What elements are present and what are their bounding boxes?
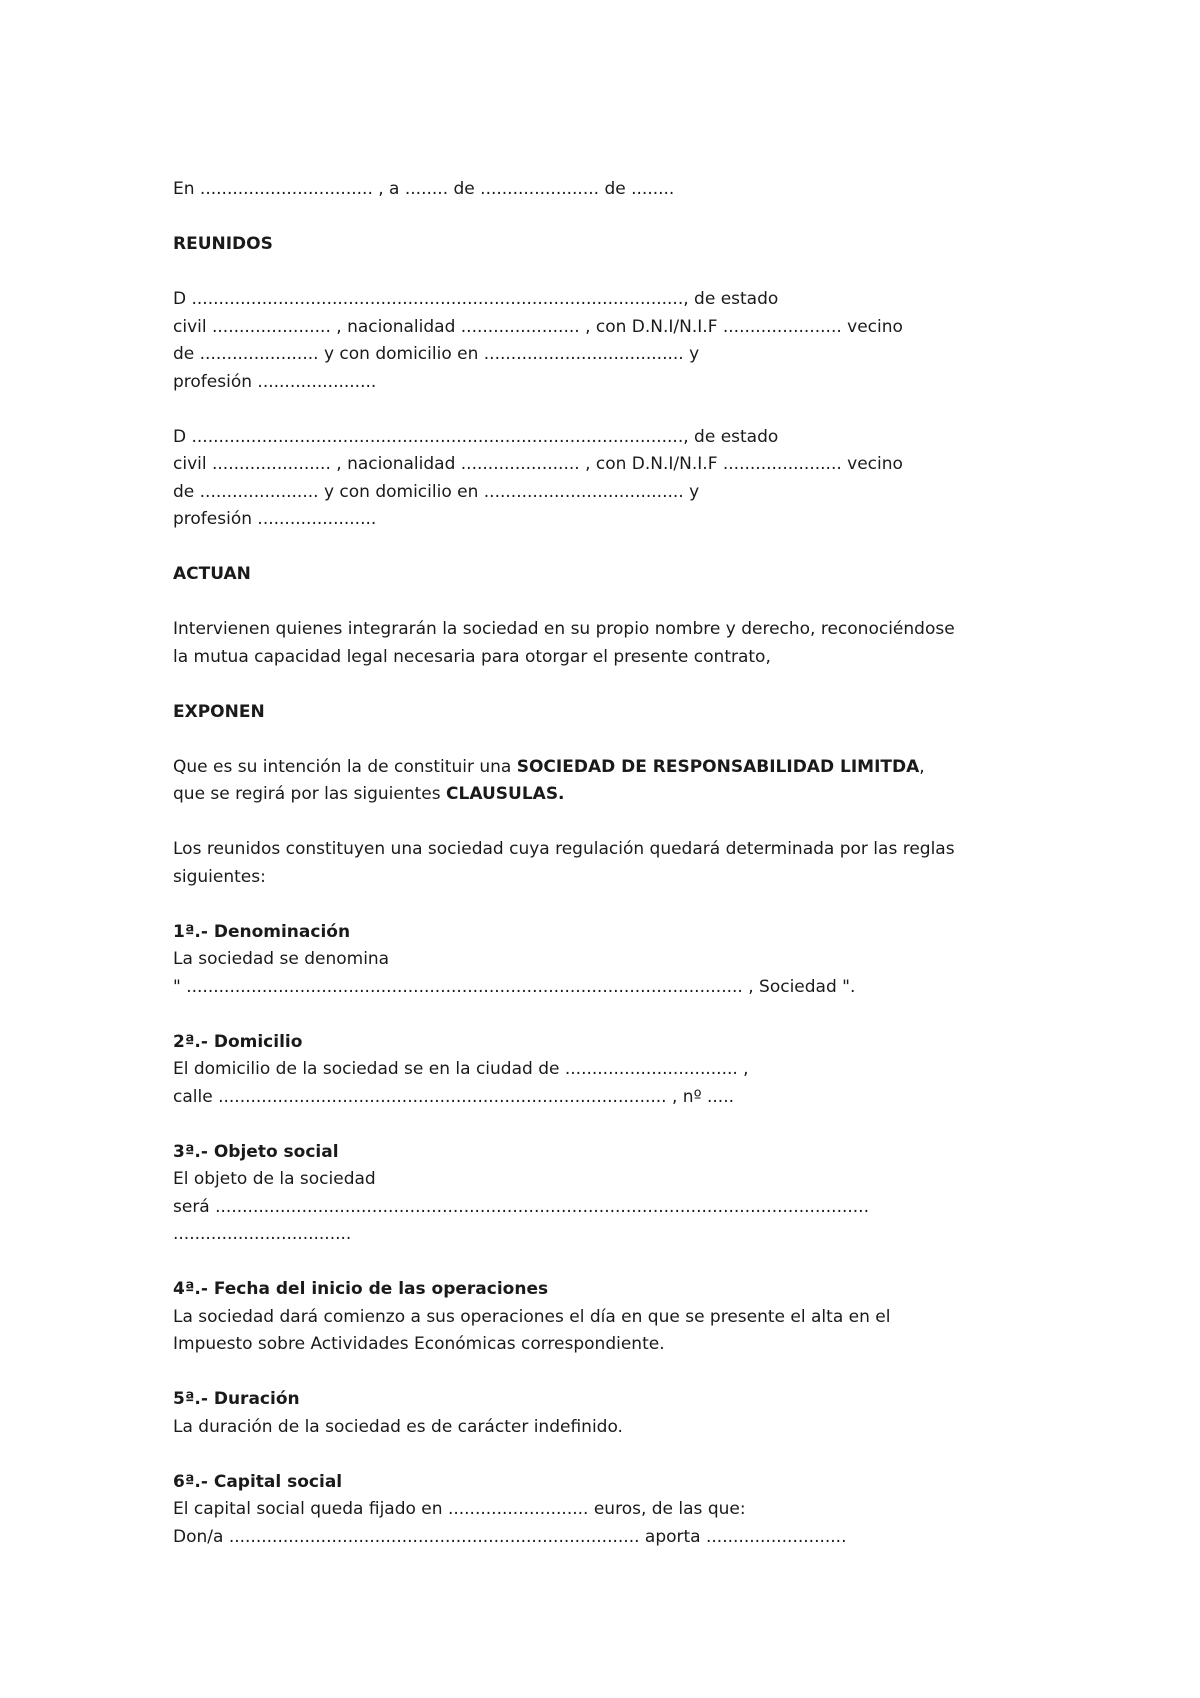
clause-fecha-inicio: 4ª.- Fecha del inicio de las operaciones La sociedad dará comienzo a sus operaciones el día en que se presente el alta en el Impuesto sobre Actividades Económicas correspondiente. xyxy=(173,1276,1033,1359)
clause-title: 5ª.- Duración xyxy=(173,1389,300,1409)
person-2-paragraph: D ..........................................................................................., de estado civil ...................... , nacionalidad ...................... , con D.N.I/N.I.F ...................... vecino de ...................... y con domicilio en ..................................... y profesión ...................... xyxy=(173,426,903,529)
exponen-heading: EXPONEN xyxy=(173,701,265,722)
actuan-heading: ACTUAN xyxy=(173,564,251,584)
company-type: SOCIEDAD DE RESPONSABILIDAD LIMITDA xyxy=(516,756,920,777)
actuan-paragraph: Intervienen quienes integrarán la sociedad en su propio nombre y derecho, reconociéndose la mutua capacidad legal necesaria para otorgar el presente contrato, xyxy=(173,619,955,667)
clausulas-label: CLAUSULAS. xyxy=(446,784,565,804)
clause-title: 6ª.- Capital social xyxy=(173,1471,343,1492)
document-page xyxy=(173,176,1033,1579)
clause-title: 1ª.- Denominación xyxy=(173,921,351,942)
clause-title: 2ª.- Domicilio xyxy=(173,1031,303,1052)
clause-objeto-social: 3ª.- Objeto social El objeto de la sociedad será ......................................................................................................................... ................................. xyxy=(173,1139,1033,1249)
clause-title: 3ª.- Objeto social xyxy=(173,1141,339,1162)
clause-domicilio: 2ª.- Domicilio El domicilio de la sociedad se en la ciudad de ................................ , calle ................................................................................... , nº ..... xyxy=(173,1029,1033,1112)
date-line: En ................................ , a ........ de ...................... de ........ xyxy=(173,179,675,199)
clause-title: 4ª.- Fecha del inicio de las operaciones xyxy=(173,1279,549,1299)
clause-denominacion: 1ª.- Denominación La sociedad se denomina " ....................................................................................................... , Sociedad ". xyxy=(173,919,1033,1002)
clause-capital-social: 6ª.- Capital social El capital social queda fijado en .......................... euros, de las que: Don/a ............................................................................ aporta .......................... xyxy=(173,1469,1033,1552)
person-1-paragraph: D ..........................................................................................., de estado civil ...................... , nacionalidad ...................... , con D.N.I/N.I.F ...................... vecino de ...................... y con domicilio en ..................................... y profesión ...................... xyxy=(173,289,903,392)
reglas-paragraph: Los reunidos constituyen una sociedad cuya regulación quedará determinada por las reglas siguientes: xyxy=(173,839,955,887)
exponen-paragraph: Que es su intención la de constituir una SOCIEDAD DE RESPONSABILIDAD LIMITDA, que se regirá por las siguientes CLAUSULAS. xyxy=(173,756,925,804)
clause-duracion: 5ª.- Duración La duración de la sociedad es de carácter indefinido. xyxy=(173,1386,1033,1441)
reunidos-heading: REUNIDOS xyxy=(173,234,273,254)
